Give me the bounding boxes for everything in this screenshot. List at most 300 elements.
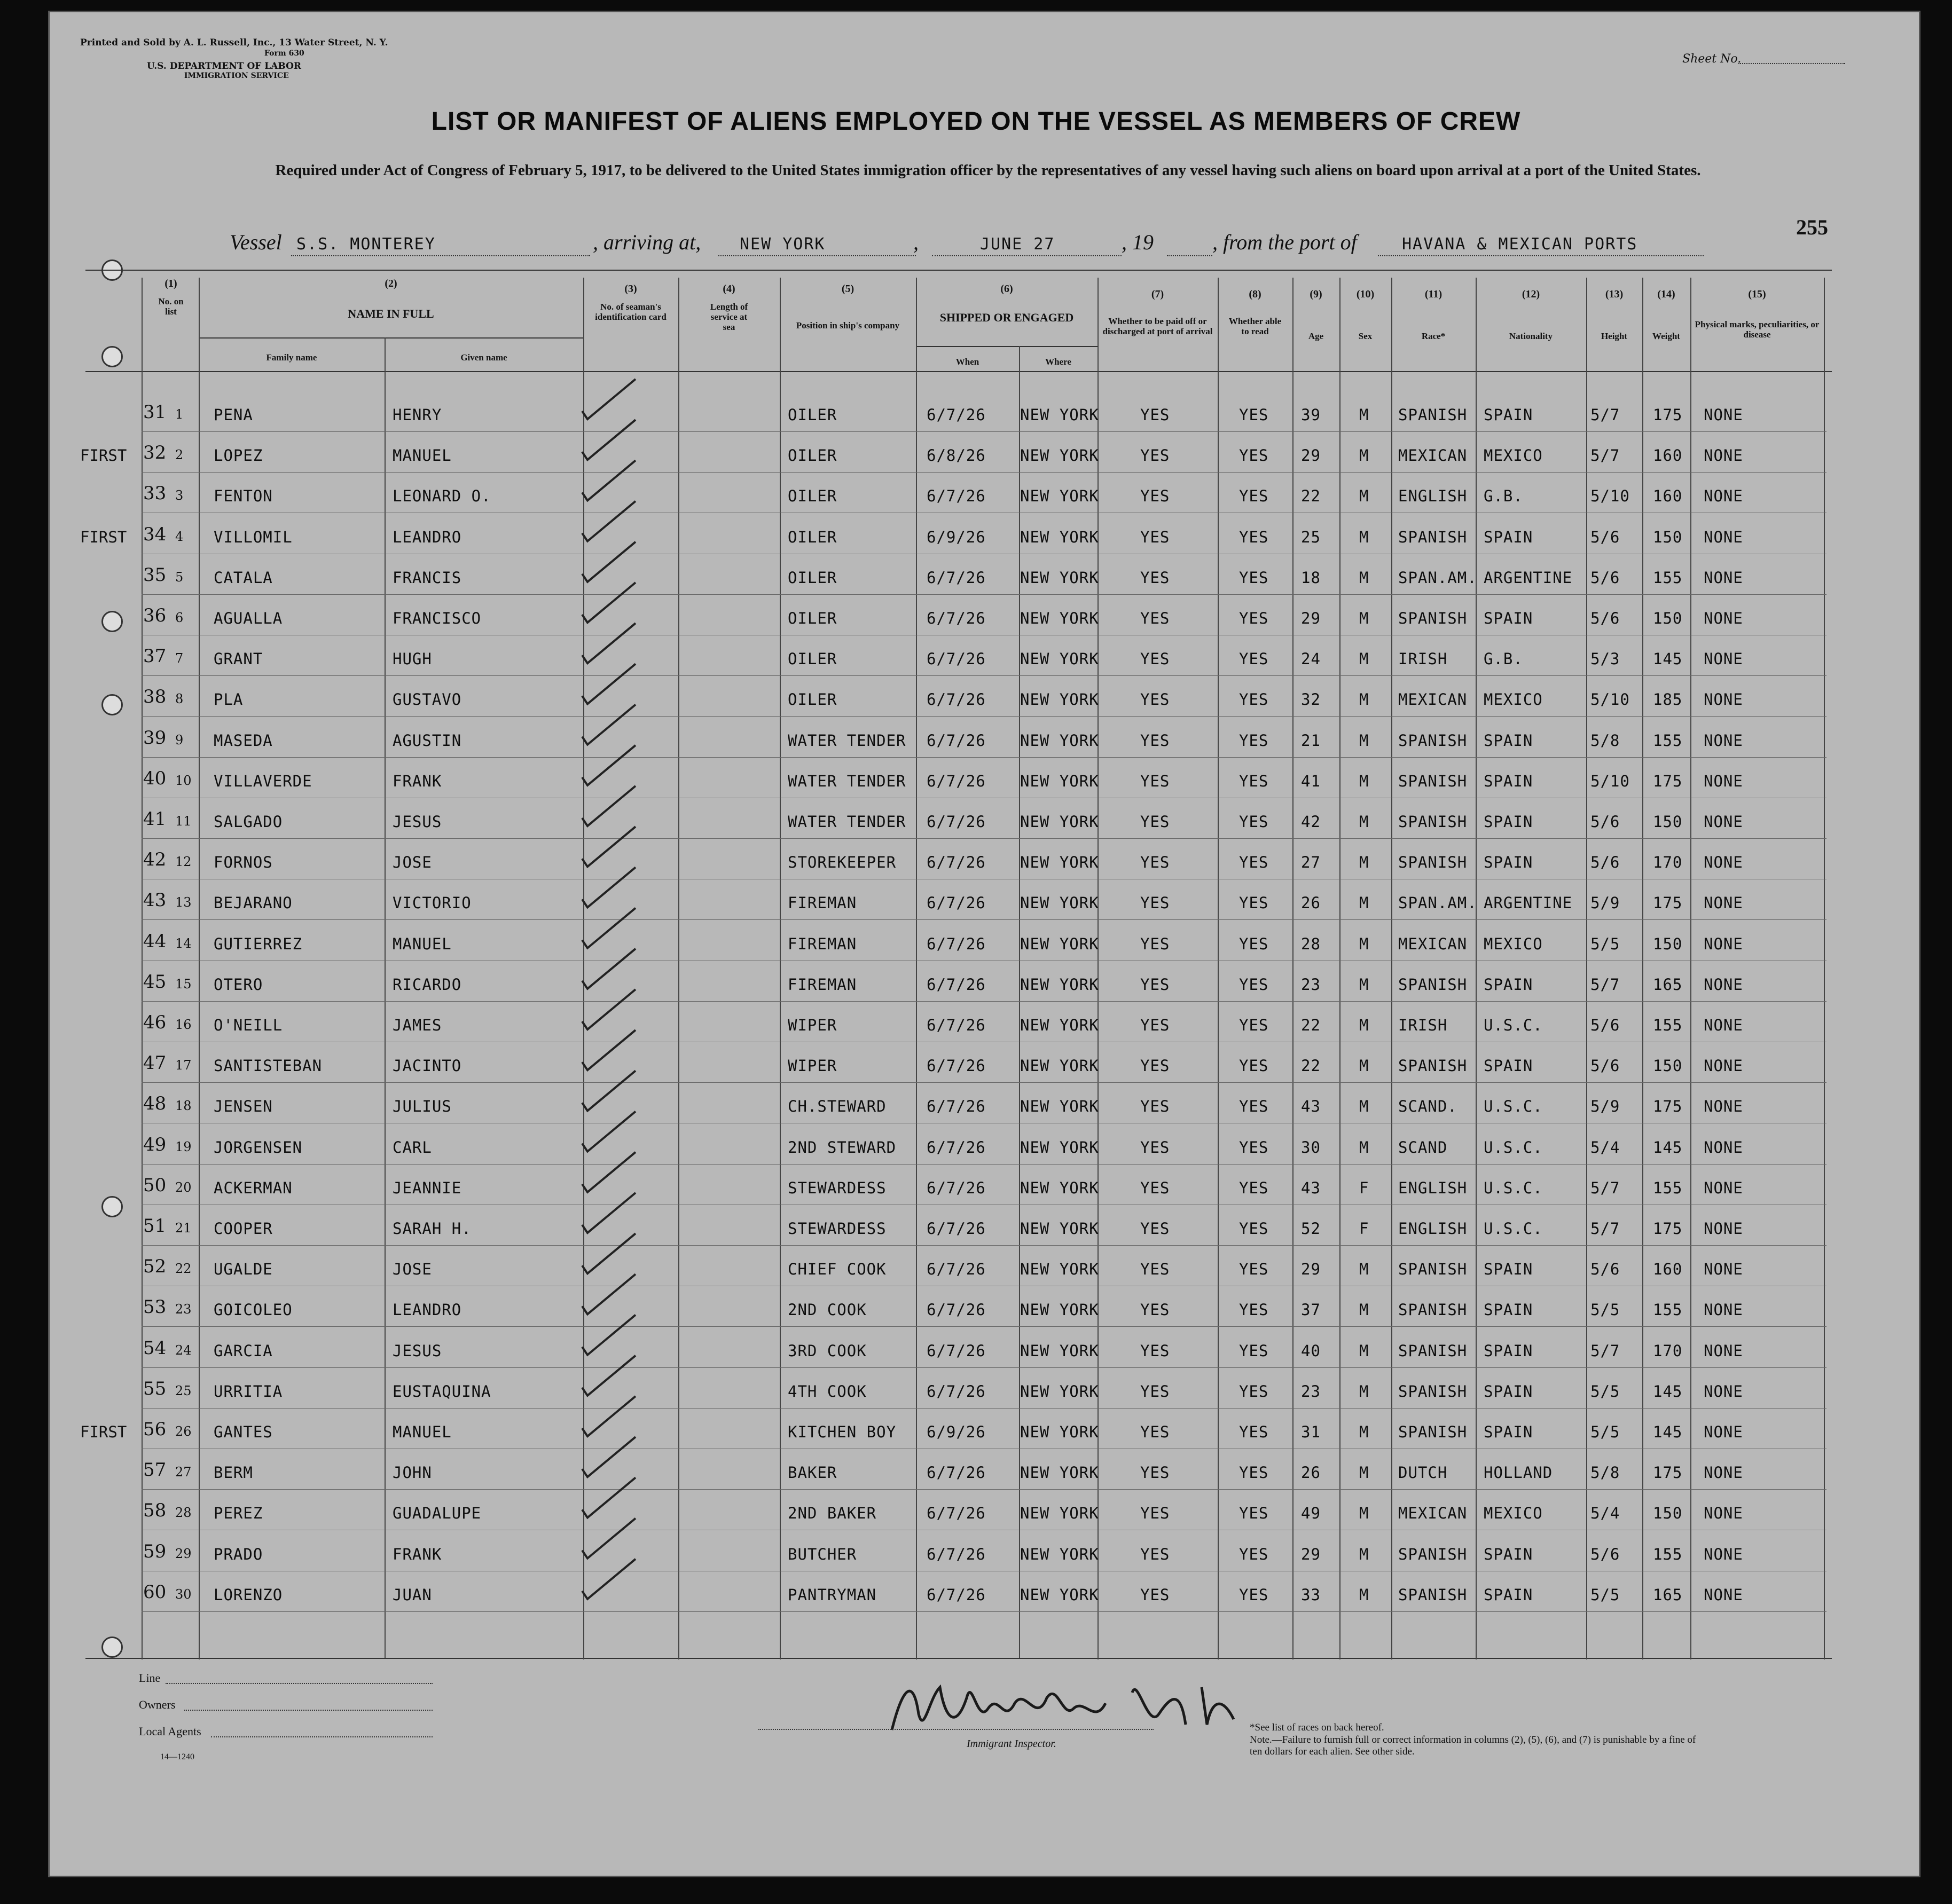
able-to-read-cell: YES: [1239, 487, 1269, 505]
shipped-where-cell: NEW YORK: [1020, 1179, 1099, 1197]
age-cell: 27: [1301, 853, 1321, 871]
col-7-number: (7): [1151, 288, 1164, 300]
nationality-cell: SPAIN: [1484, 772, 1533, 790]
shipped-where-cell: NEW YORK: [1020, 1545, 1099, 1563]
able-to-read-cell: YES: [1239, 935, 1269, 953]
weight-cell: 155: [1653, 1545, 1683, 1563]
paid-off-cell: YES: [1140, 609, 1170, 627]
list-line-number: 35: [143, 564, 167, 586]
paid-off-cell: YES: [1140, 406, 1170, 424]
row-rule: [142, 1611, 1826, 1612]
shipped-date-cell: 6/7/26: [927, 894, 986, 912]
row-rule: [142, 1001, 1826, 1002]
position-cell: OILER: [788, 406, 837, 424]
marks-cell: NONE: [1704, 406, 1743, 424]
col-13-header: Height: [1601, 331, 1628, 341]
shipped-where-cell: NEW YORK: [1020, 1586, 1099, 1604]
check-mark: [582, 542, 636, 582]
col-divider: [1097, 278, 1099, 1659]
paid-off-cell: YES: [1140, 690, 1170, 709]
row-number: 16: [175, 1017, 192, 1032]
col-6b-header: Where: [1045, 357, 1071, 367]
row-rule: [142, 472, 1826, 473]
col-7-header: Whether to be paid off or discharged at port of arrival: [1102, 316, 1213, 336]
paid-off-cell: YES: [1140, 894, 1170, 912]
col-divider: [1391, 278, 1392, 1659]
sex-cell: F: [1359, 1219, 1369, 1238]
able-to-read-cell: YES: [1239, 1016, 1269, 1034]
sheet-number-field: [1738, 63, 1845, 64]
owners-label: Owners: [139, 1698, 176, 1711]
race-cell: SCAND: [1398, 1138, 1448, 1156]
position-cell: 2ND STEWARD: [788, 1138, 897, 1156]
form-code: 14—1240: [160, 1752, 194, 1761]
nationality-cell: SPAIN: [1484, 528, 1533, 546]
col-1-number: (1): [164, 278, 177, 289]
given-name-cell: LEANDRO: [393, 1301, 462, 1319]
sex-cell: M: [1359, 772, 1369, 790]
given-name-cell: JESUS: [393, 1342, 442, 1360]
given-name-cell: HUGH: [393, 650, 432, 668]
height-cell: 5/5: [1590, 1423, 1620, 1441]
given-name-cell: LEANDRO: [393, 528, 462, 546]
row-rule: [142, 838, 1826, 839]
shipped-where-cell: NEW YORK: [1020, 935, 1099, 953]
position-cell: 2ND COOK: [788, 1301, 867, 1319]
line-field: [166, 1683, 433, 1684]
shipped-where-cell: NEW YORK: [1020, 813, 1099, 831]
list-line-number: 47: [143, 1052, 167, 1074]
height-cell: 5/10: [1590, 772, 1630, 790]
paid-off-cell: YES: [1140, 1179, 1170, 1197]
height-cell: 5/6: [1590, 1016, 1620, 1034]
given-name-cell: AGUSTIN: [393, 731, 462, 750]
position-cell: FIREMAN: [788, 894, 857, 912]
race-cell: SPANISH: [1398, 1301, 1468, 1319]
col-4-number: (4): [723, 283, 735, 295]
local-agents-label: Local Agents: [139, 1725, 201, 1738]
signature-line: [758, 1729, 1154, 1730]
sex-cell: M: [1359, 1382, 1369, 1401]
able-to-read-cell: YES: [1239, 731, 1269, 750]
col-3-number: (3): [624, 283, 637, 295]
marks-cell: NONE: [1704, 894, 1743, 912]
age-cell: 26: [1301, 894, 1321, 912]
race-cell: IRISH: [1398, 1016, 1448, 1034]
shipped-date-cell: 6/7/26: [927, 1586, 986, 1604]
col-divider: [199, 278, 200, 1659]
height-cell: 5/6: [1590, 1260, 1620, 1278]
col-divider: [1824, 278, 1825, 1659]
height-cell: 5/7: [1590, 1342, 1620, 1360]
inspector-signature: [881, 1666, 1244, 1746]
position-cell: KITCHEN BOY: [788, 1423, 897, 1441]
col-9-number: (9): [1310, 288, 1322, 300]
col-divider: [1586, 278, 1587, 1659]
weight-cell: 155: [1653, 1016, 1683, 1034]
able-to-read-cell: YES: [1239, 690, 1269, 709]
list-line-number: 39: [143, 727, 167, 749]
weight-cell: 165: [1653, 1586, 1683, 1604]
family-name-cell: LORENZO: [214, 1586, 283, 1604]
position-cell: CH.STEWARD: [788, 1097, 887, 1115]
shipped-where-cell: NEW YORK: [1020, 1464, 1099, 1482]
weight-cell: 155: [1653, 731, 1683, 750]
position-cell: CHIEF COOK: [788, 1260, 887, 1278]
family-name-cell: CATALA: [214, 569, 273, 587]
marks-cell: NONE: [1704, 853, 1743, 871]
sex-cell: M: [1359, 1342, 1369, 1360]
weight-cell: 145: [1653, 1382, 1683, 1401]
nationality-cell: SPAIN: [1484, 1260, 1533, 1278]
list-line-number: 59: [143, 1541, 167, 1562]
row-number: 28: [175, 1505, 192, 1520]
row-number: 25: [175, 1383, 192, 1398]
list-line-number: 48: [143, 1093, 167, 1114]
row-number: 8: [175, 691, 184, 706]
list-line-number: 37: [143, 646, 167, 667]
height-cell: 5/6: [1590, 609, 1620, 627]
check-mark: [582, 1315, 636, 1355]
race-cell: SPANISH: [1398, 528, 1468, 546]
position-cell: BAKER: [788, 1464, 837, 1482]
position-cell: OILER: [788, 446, 837, 465]
family-name-cell: O'NEILL: [214, 1016, 283, 1034]
marks-cell: NONE: [1704, 1545, 1743, 1563]
nationality-cell: SPAIN: [1484, 1545, 1533, 1563]
col-11-number: (11): [1424, 288, 1443, 300]
paid-off-cell: YES: [1140, 528, 1170, 546]
row-number: 20: [175, 1180, 192, 1195]
shipped-date-cell: 6/7/26: [927, 1138, 986, 1156]
nationality-cell: MEXICO: [1484, 690, 1543, 709]
sex-cell: M: [1359, 1586, 1369, 1604]
race-cell: SPANISH: [1398, 772, 1468, 790]
position-cell: OILER: [788, 609, 837, 627]
given-name-cell: MANUEL: [393, 446, 452, 465]
paid-off-cell: YES: [1140, 1097, 1170, 1115]
position-cell: FIREMAN: [788, 935, 857, 953]
able-to-read-cell: YES: [1239, 1545, 1269, 1563]
check-mark: [582, 1559, 636, 1599]
check-mark: [582, 460, 636, 500]
row-number: 10: [175, 773, 192, 788]
weight-cell: 145: [1653, 1423, 1683, 1441]
col-3-header: No. of seaman's identification card: [595, 302, 667, 322]
age-cell: 18: [1301, 569, 1321, 587]
given-name-cell: EUSTAQUINA: [393, 1382, 491, 1401]
shipped-date-cell: 6/7/26: [927, 609, 986, 627]
marks-cell: NONE: [1704, 569, 1743, 587]
family-name-cell: FORNOS: [214, 853, 273, 871]
row-number: 9: [175, 733, 184, 748]
height-cell: 5/7: [1590, 1179, 1620, 1197]
position-cell: BUTCHER: [788, 1545, 857, 1563]
row-rule: [142, 1245, 1826, 1246]
check-mark: [582, 745, 636, 785]
nationality-cell: HOLLAND: [1484, 1464, 1553, 1482]
able-to-read-cell: YES: [1239, 1219, 1269, 1238]
family-name-cell: JORGENSEN: [214, 1138, 303, 1156]
family-name-cell: LOPEZ: [214, 446, 263, 465]
position-cell: STOREKEEPER: [788, 853, 897, 871]
sex-cell: M: [1359, 813, 1369, 831]
position-cell: OILER: [788, 528, 837, 546]
nationality-cell: SPAIN: [1484, 1342, 1533, 1360]
family-name-cell: OTERO: [214, 975, 263, 994]
nationality-cell: G.B.: [1484, 650, 1523, 668]
sex-cell: M: [1359, 1057, 1369, 1075]
binder-hole: [101, 1637, 123, 1658]
given-name-cell: LEONARD O.: [393, 487, 491, 505]
able-to-read-cell: YES: [1239, 1179, 1269, 1197]
sex-cell: M: [1359, 446, 1369, 465]
paid-off-cell: YES: [1140, 935, 1170, 953]
department-name: U.S. DEPARTMENT OF LABOR: [147, 61, 302, 72]
sex-cell: F: [1359, 1179, 1369, 1197]
given-name-cell: RICARDO: [393, 975, 462, 994]
given-name-cell: JOHN: [393, 1464, 432, 1482]
col-1-header: No. on list: [158, 296, 184, 317]
family-name-cell: MASEDA: [214, 731, 273, 750]
row-number: 1: [175, 407, 184, 422]
page-number: 255: [1796, 215, 1828, 239]
height-cell: 5/6: [1590, 1545, 1620, 1563]
age-cell: 22: [1301, 487, 1321, 505]
race-cell: IRISH: [1398, 650, 1448, 668]
check-mark: [582, 1396, 636, 1436]
col-divider: [1690, 278, 1691, 1659]
height-cell: 5/7: [1590, 975, 1620, 994]
race-cell: SPANISH: [1398, 406, 1468, 424]
given-name-cell: GUADALUPE: [393, 1504, 482, 1522]
height-cell: 5/7: [1590, 1219, 1620, 1238]
shipped-where-cell: NEW YORK: [1020, 772, 1099, 790]
row-number: 30: [175, 1587, 192, 1602]
row-rule: [142, 757, 1826, 758]
weight-cell: 175: [1653, 1464, 1683, 1482]
height-cell: 5/7: [1590, 406, 1620, 424]
family-name-cell: BEJARANO: [214, 894, 293, 912]
col-13-number: (13): [1605, 288, 1624, 300]
inspector-check-marks: [577, 374, 684, 1655]
check-mark: [582, 827, 636, 867]
arriving-line: [718, 255, 916, 256]
nationality-cell: SPAIN: [1484, 1423, 1533, 1441]
row-rule: [142, 1082, 1826, 1083]
list-line-number: 49: [143, 1134, 167, 1155]
row-rule: [142, 1164, 1826, 1165]
paid-off-cell: YES: [1140, 813, 1170, 831]
paid-off-cell: YES: [1140, 650, 1170, 668]
age-cell: 23: [1301, 1382, 1321, 1401]
page-title: LIST OR MANIFEST OF ALIENS EMPLOYED ON THE VESSEL AS MEMBERS OF CREW: [431, 107, 1521, 136]
marks-cell: NONE: [1704, 650, 1743, 668]
col-4-header: Length of service at sea: [710, 302, 748, 332]
race-cell: SPANISH: [1398, 1260, 1468, 1278]
marks-cell: NONE: [1704, 1219, 1743, 1238]
family-name-cell: GOICOLEO: [214, 1301, 293, 1319]
given-name-cell: FRANK: [393, 1545, 442, 1563]
year-label: , 19: [1122, 230, 1154, 254]
row-number: 26: [175, 1424, 192, 1439]
check-mark: [582, 1193, 636, 1233]
weight-cell: 155: [1653, 1301, 1683, 1319]
shipped-date-cell: 6/7/26: [927, 1545, 986, 1563]
given-name-cell: GUSTAVO: [393, 690, 462, 709]
year-line: [1167, 255, 1212, 256]
col-12-number: (12): [1522, 288, 1540, 300]
able-to-read-cell: YES: [1239, 1260, 1269, 1278]
row-number: 27: [175, 1465, 192, 1480]
able-to-read-cell: YES: [1239, 853, 1269, 871]
marks-cell: NONE: [1704, 731, 1743, 750]
sex-cell: M: [1359, 690, 1369, 709]
check-mark: [582, 583, 636, 623]
weight-cell: 150: [1653, 609, 1683, 627]
family-name-cell: PEREZ: [214, 1504, 263, 1522]
sex-cell: M: [1359, 609, 1369, 627]
paid-off-cell: YES: [1140, 1219, 1170, 1238]
paid-off-cell: YES: [1140, 569, 1170, 587]
height-cell: 5/8: [1590, 1464, 1620, 1482]
family-name-cell: UGALDE: [214, 1260, 273, 1278]
nationality-cell: MEXICO: [1484, 1504, 1543, 1522]
form-number: Form 630: [264, 49, 304, 58]
sex-cell: M: [1359, 1260, 1369, 1278]
col-5-number: (5): [841, 283, 855, 295]
nationality-cell: U.S.C.: [1484, 1138, 1543, 1156]
shipped-date-cell: 6/7/26: [927, 1016, 986, 1034]
shipped-date-cell: 6/7/26: [927, 1219, 986, 1238]
race-cell: SPANISH: [1398, 1545, 1468, 1563]
race-cell: DUTCH: [1398, 1464, 1448, 1482]
shipped-where-cell: NEW YORK: [1020, 1016, 1099, 1034]
first-trip-note: FIRST: [80, 1423, 127, 1441]
page-subtitle: Required under Act of Congress of February 5, 1917, to be delivered to the United States immigration officer by the representatives of any vessel having such aliens on board upon arrival at a port of the United States.: [275, 162, 1701, 179]
weight-cell: 150: [1653, 528, 1683, 546]
nationality-cell: SPAIN: [1484, 1586, 1533, 1604]
nationality-cell: ARGENTINE: [1484, 894, 1573, 912]
col-2-number: (2): [385, 278, 397, 289]
nationality-cell: SPAIN: [1484, 813, 1533, 831]
able-to-read-cell: YES: [1239, 1342, 1269, 1360]
table-bottom-border: [85, 1658, 1832, 1659]
nationality-cell: SPAIN: [1484, 1301, 1533, 1319]
shipped-where-cell: NEW YORK: [1020, 1382, 1099, 1401]
shipped-date-cell: 6/7/26: [927, 690, 986, 709]
given-name-cell: JEANNIE: [393, 1179, 462, 1197]
check-mark: [582, 1233, 636, 1273]
marks-cell: NONE: [1704, 1097, 1743, 1115]
service-name: IMMIGRATION SERVICE: [184, 72, 289, 80]
col-5-header: Position in ship's company: [796, 320, 900, 331]
shipped-date-cell: 6/7/26: [927, 975, 986, 994]
shipped-date-cell: 6/7/26: [927, 1301, 986, 1319]
row-number: 19: [175, 1139, 192, 1154]
able-to-read-cell: YES: [1239, 650, 1269, 668]
race-cell: SPANISH: [1398, 1057, 1468, 1075]
weight-cell: 150: [1653, 813, 1683, 831]
paid-off-cell: YES: [1140, 1382, 1170, 1401]
check-mark: [582, 1030, 636, 1070]
paid-off-cell: YES: [1140, 1057, 1170, 1075]
family-name-cell: JENSEN: [214, 1097, 273, 1115]
marks-cell: NONE: [1704, 609, 1743, 627]
sex-cell: M: [1359, 853, 1369, 871]
sex-cell: M: [1359, 528, 1369, 546]
paid-off-cell: YES: [1140, 1423, 1170, 1441]
nationality-cell: U.S.C.: [1484, 1016, 1543, 1034]
shipped-where-cell: NEW YORK: [1020, 853, 1099, 871]
age-cell: 22: [1301, 1057, 1321, 1075]
list-line-number: 34: [143, 524, 167, 545]
able-to-read-cell: YES: [1239, 1423, 1269, 1441]
row-number: 18: [175, 1098, 192, 1113]
col-2-header: NAME IN FULL: [348, 307, 434, 320]
shipped-where-cell: NEW YORK: [1020, 1097, 1099, 1115]
row-number: 3: [175, 488, 184, 503]
sex-cell: M: [1359, 1138, 1369, 1156]
age-cell: 41: [1301, 772, 1321, 790]
weight-cell: 155: [1653, 569, 1683, 587]
list-line-number: 44: [143, 931, 167, 952]
arriving-label: , arriving at,: [593, 230, 701, 254]
marks-cell: NONE: [1704, 528, 1743, 546]
race-cell: MEXICAN: [1398, 1504, 1468, 1522]
sex-cell: M: [1359, 1016, 1369, 1034]
weight-cell: 170: [1653, 1342, 1683, 1360]
row-number: 24: [175, 1343, 192, 1358]
sex-cell: M: [1359, 894, 1369, 912]
able-to-read-cell: YES: [1239, 813, 1269, 831]
height-cell: 5/3: [1590, 650, 1620, 668]
from-port: HAVANA & MEXICAN PORTS: [1402, 235, 1638, 254]
shipped-subheader-line: [916, 346, 1097, 347]
col-12-header: Nationality: [1509, 331, 1553, 341]
position-cell: STEWARDESS: [788, 1219, 887, 1238]
check-mark: [582, 501, 636, 541]
list-line-number: 52: [143, 1256, 167, 1277]
list-line-number: 43: [143, 890, 167, 911]
row-rule: [142, 675, 1826, 676]
row-rule: [142, 716, 1826, 717]
weight-cell: 155: [1653, 1179, 1683, 1197]
list-line-number: 55: [143, 1378, 167, 1399]
check-mark: [582, 1112, 636, 1152]
height-cell: 5/5: [1590, 1586, 1620, 1604]
sex-cell: M: [1359, 935, 1369, 953]
col-9-header: Age: [1308, 331, 1324, 341]
race-cell: SPAN.AM.: [1398, 569, 1477, 587]
marks-cell: NONE: [1704, 446, 1743, 465]
nationality-cell: MEXICO: [1484, 935, 1543, 953]
list-line-number: 56: [143, 1419, 167, 1440]
able-to-read-cell: YES: [1239, 1301, 1269, 1319]
col-10-number: (10): [1356, 288, 1375, 300]
row-number: 21: [175, 1221, 192, 1236]
race-cell: ENGLISH: [1398, 1179, 1468, 1197]
nationality-cell: SPAIN: [1484, 975, 1533, 994]
check-mark: [582, 949, 636, 989]
check-mark: [582, 1356, 636, 1396]
row-rule: [142, 594, 1826, 595]
given-name-cell: JAMES: [393, 1016, 442, 1034]
age-cell: 25: [1301, 528, 1321, 546]
inspector-label: Immigrant Inspector.: [967, 1738, 1056, 1750]
shipped-where-cell: NEW YORK: [1020, 650, 1099, 668]
list-line-number: 60: [143, 1582, 167, 1603]
